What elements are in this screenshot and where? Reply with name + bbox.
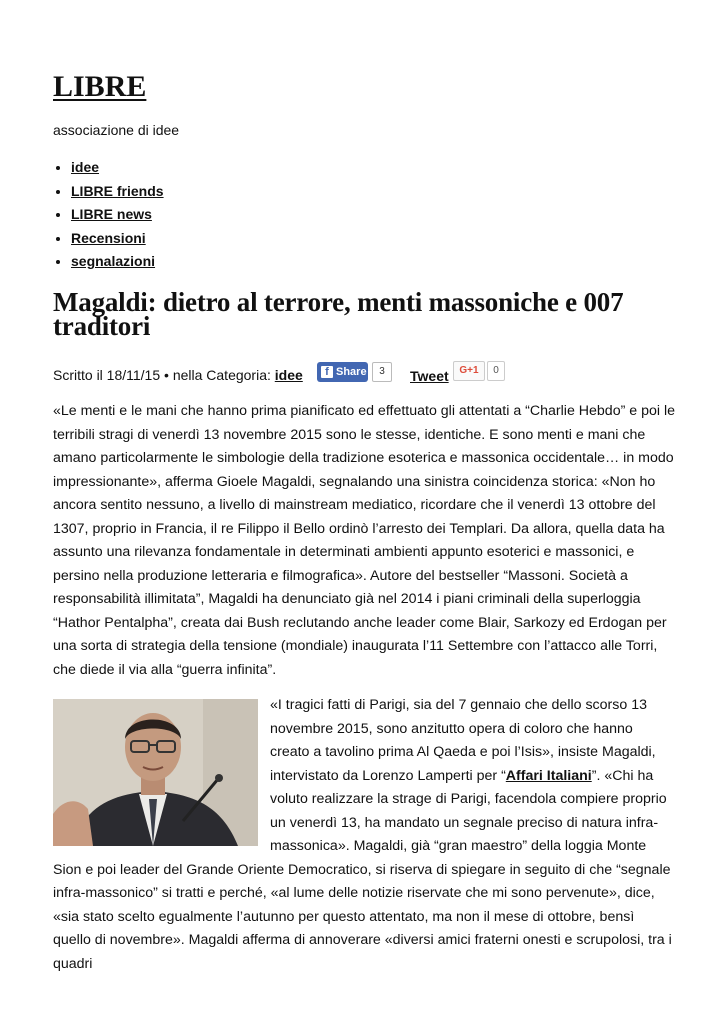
portrait-image xyxy=(53,699,258,846)
nav-link-libre-news[interactable]: LIBRE news xyxy=(71,206,152,222)
site-title-link[interactable]: LIBRE xyxy=(53,70,147,103)
paragraph-2-rest: ”. «Chi ha voluto realizzare la strage di Parigi, facendola compiere proprio un venerdì 13, ha mandato un segnale preciso di natura infra-massonica». Magaldi, già “gran maestro” della loggia Monte Sion e poi leader del Grande Oriente Democratico, si riserva di spiegare in seguito di che “segnale infra-massonico” si tratti e perché, «al lume delle notizie riservate che mi sono pervenute», dice, «sia stato scelto egualmente l’autunno per questo attentato, ma non il mese di ottobre, bensì quello di novembre». Magaldi afferma di annoverare «diversi amici fraterni onesti e scrupolosi, tra i quadri xyxy=(53,767,672,972)
nav-link-segnalazioni[interactable]: segnalazioni xyxy=(71,253,156,269)
post-date-label: Scritto il 18/11/15 • nella Categoria: xyxy=(53,367,275,383)
tweet-link[interactable]: Tweet xyxy=(410,368,449,384)
nav-item xyxy=(71,180,164,204)
nav-item xyxy=(71,250,164,274)
facebook-share-button[interactable] xyxy=(317,362,368,382)
google-plus-count: 0 xyxy=(487,361,505,381)
site-tagline: associazione di idee xyxy=(53,122,180,138)
facebook-icon: f xyxy=(321,366,333,378)
nav-item xyxy=(71,203,164,227)
post-title: Magaldi: dietro al terrore, menti massoniche e 007 traditori xyxy=(53,287,624,341)
nav-link-recensioni[interactable]: Recensioni xyxy=(71,229,146,246)
paragraph-2-intro: «I tragici fatti di Parigi, sia del 7 gennaio che dello scorso 13 novembre 2015, sono anzitutto opera di coloro che hanno creato a tavolino prima Al Qaeda e poi l’Isis», insiste Magaldi, intervistato da Lorenzo Lamperti per “ xyxy=(270,697,656,784)
post-meta xyxy=(53,360,673,390)
facebook-share-count: 3 xyxy=(372,362,392,382)
main-nav xyxy=(71,156,164,274)
article-paragraph-1: «Le menti e le mani che hanno prima pianificato ed effettuato gli attentati a “Charlie Hebdo” e poi le terribili stragi di venerdì 13 novembre 2015 sono le stesse, identiche. E sono menti e mani che amano particolarmente le simbologie della tradizione esoterica e massonica occidentale… in modo impressionante», afferma Gioele Magaldi, segnalando una sinistra coincidenza storica: «Non ho ancora sentito nessuno, a livello di mainstream mediatico, ricordare che il venerdì 13 ottobre del 1307, proprio in Francia, il re Filippo il Bello ordinò l’arresto dei Templari. Da allora, quella data ha assunto una rilevanza fondamentale in determinati ambienti appunto esoterici e massonici, e persino nella produzione letteraria e filmografica». Autore del bestseller “Massoni. Società a responsabilità illimitata”, Magaldi ha denunciato già nel 2014 i piani criminali della superloggia “Hathor Pentalpha”, creata dai Bush reclutando anche leader come Blair, Sarkozy ed Erdogan per una sorta di strategia della tensione (mondiale) inaugurata l’11 Settembre con l’attacco alle Torri, che diede il via alla “guerra infinita”. xyxy=(53,403,676,678)
nav-item xyxy=(71,227,164,251)
site-title xyxy=(53,68,146,106)
google-plus-button[interactable]: G+1 xyxy=(453,361,485,381)
facebook-share-label: Share xyxy=(336,366,367,378)
category-link[interactable]: idee xyxy=(274,367,303,383)
article-paragraph-2 xyxy=(53,694,675,976)
nav-link-libre-friends[interactable]: LIBRE friends xyxy=(71,182,164,199)
nav-link-idee[interactable]: idee xyxy=(71,159,100,175)
nav-item xyxy=(71,156,164,180)
author-photo xyxy=(53,699,258,846)
affari-italiani-link[interactable]: Affari Italiani xyxy=(505,767,592,784)
